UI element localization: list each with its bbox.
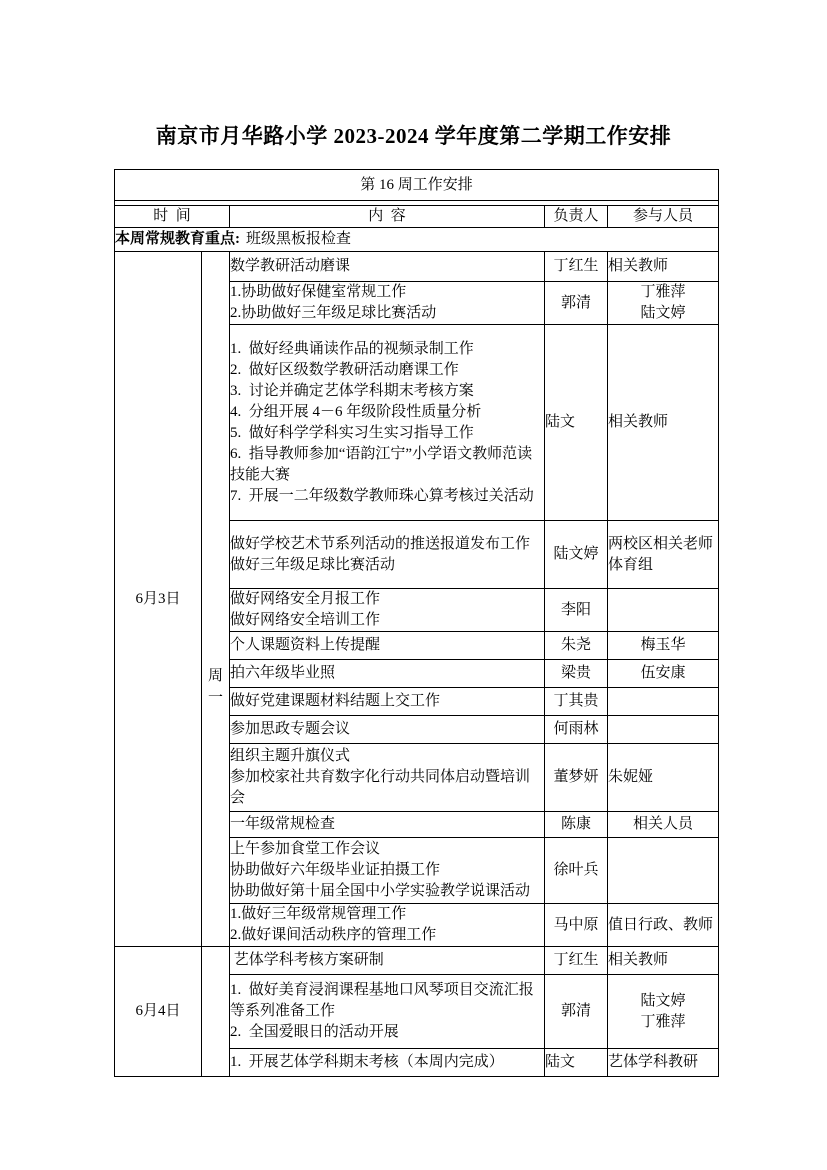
- leader-cell: 郭清: [545, 282, 608, 325]
- content-cell: [230, 325, 545, 521]
- content-line: 6. 指导教师参加“语韵江宁”小学语文教师范读技能大赛: [230, 445, 533, 483]
- content-line: 参加思政专题会议: [230, 721, 351, 737]
- content-line: 1. 做好经典诵读作品的视频录制工作: [230, 340, 474, 357]
- participant-line: 体育组: [608, 556, 654, 573]
- content-line: 组织主题升旗仪式: [230, 748, 351, 764]
- weekday-cell: [202, 947, 230, 1077]
- date-cell: 6月4日: [115, 947, 202, 1077]
- participants-cell: [608, 812, 719, 838]
- leader-cell: 陆文婷: [545, 521, 608, 589]
- content-cell: [230, 1049, 545, 1077]
- participants-cell: [608, 838, 719, 904]
- content-cell: [230, 632, 545, 660]
- content-line: 协助做好第十届全国中小学实验教学说课活动: [230, 883, 531, 899]
- weekday-char: 一: [207, 689, 223, 706]
- participants-cell: [608, 252, 719, 282]
- participants-cell: [608, 904, 719, 947]
- participants-cell: [608, 1049, 719, 1077]
- content-line: 个人课题资料上传提醒: [230, 637, 381, 653]
- participants-cell: [608, 744, 719, 812]
- weekly-focus-row: [115, 228, 719, 252]
- work-schedule-table: [114, 169, 719, 1077]
- content-cell: [230, 904, 545, 947]
- participant-line: 丁雅萍: [640, 284, 686, 300]
- content-line: 做好网络安全月报工作: [230, 591, 381, 607]
- participant-line: 两校区相关老师: [608, 535, 714, 552]
- leader-cell: 丁红生: [545, 252, 608, 282]
- content-line: 2. 做好区级数学教研活动磨课工作: [230, 361, 459, 378]
- participant-line: 相关教师: [608, 414, 669, 430]
- content-cell: [230, 975, 545, 1049]
- content-cell: [230, 744, 545, 812]
- table-row: [115, 252, 719, 282]
- content-cell: [230, 812, 545, 838]
- participants-cell: [608, 325, 719, 521]
- leader-cell: 陆文: [545, 1049, 608, 1077]
- document-title: 南京市月华路小学 2023-2024 学年度第二学期工作安排: [155, 124, 672, 148]
- content-line: 3. 讨论并确定艺体学科期末考核方案: [230, 382, 474, 399]
- content-cell: [230, 947, 545, 975]
- content-line: 做好网络安全培训工作: [230, 612, 381, 628]
- table-row: [115, 947, 719, 975]
- participant-line: 值日行政、教师: [608, 916, 714, 933]
- content-line: 做好学校艺术节系列活动的推送报道发布工作: [230, 535, 531, 552]
- participants-cell: [608, 688, 719, 716]
- leader-cell: 董梦妍: [545, 744, 608, 812]
- content-line: 一年级常规检查: [230, 816, 336, 832]
- content-cell: [230, 589, 545, 632]
- content-cell: [230, 660, 545, 688]
- content-line: 艺体学科考核方案研制: [230, 952, 384, 968]
- leader-cell: 徐叶兵: [545, 838, 608, 904]
- content-cell: [230, 716, 545, 744]
- participant-line: 艺体学科教研: [608, 1054, 699, 1070]
- column-header-row: [115, 206, 719, 228]
- participant-line: 陆文婷: [640, 992, 686, 1009]
- week-title-row: [115, 170, 719, 201]
- column-header-time: 时 间: [115, 206, 230, 228]
- leader-cell: 陆文: [545, 325, 608, 521]
- content-line: 上午参加食堂工作会议: [230, 841, 381, 857]
- participants-cell: [608, 632, 719, 660]
- content-line: 拍六年级毕业照: [230, 665, 336, 681]
- column-header-participants: 参与人员: [608, 206, 719, 228]
- week-title: 第 16 周工作安排: [115, 170, 719, 201]
- leader-cell: 何雨林: [545, 716, 608, 744]
- participants-cell: [608, 660, 719, 688]
- weekly-focus-label: 本周常规教育重点:: [115, 231, 240, 247]
- content-line: 协助做好六年级毕业证拍摄工作: [230, 862, 441, 878]
- content-line: 做好党建课题材料结题上交工作: [230, 693, 441, 709]
- participant-line: 相关教师: [608, 258, 669, 274]
- participant-line: 朱妮娅: [608, 769, 654, 785]
- participants-cell: [608, 975, 719, 1049]
- date-cell: 6月3日: [115, 252, 202, 947]
- leader-cell: 李阳: [545, 589, 608, 632]
- content-cell: [230, 688, 545, 716]
- leader-cell: 朱尧: [545, 632, 608, 660]
- participants-cell: [608, 521, 719, 589]
- weekly-focus-value: 班级黑板报检查: [246, 231, 352, 247]
- participants-cell: [608, 947, 719, 975]
- weekly-focus: [115, 228, 719, 252]
- participants-cell: [608, 589, 719, 632]
- content-line: 2. 全国爱眼日的活动开展: [230, 1024, 399, 1040]
- leader-cell: 丁红生: [545, 947, 608, 975]
- weekday-label: [202, 665, 229, 709]
- content-line: 数学教研活动磨课: [230, 258, 351, 274]
- participants-cell: [608, 716, 719, 744]
- leader-cell: 丁其贵: [545, 688, 608, 716]
- participant-line: 伍安康: [640, 665, 686, 681]
- weekday-cell: [202, 252, 230, 947]
- content-line: 1.协助做好保健室常规工作: [230, 284, 407, 300]
- content-line: 4. 分组开展 4－6 年级阶段性质量分析: [230, 403, 482, 420]
- leader-cell: 马中原: [545, 904, 608, 947]
- participant-line: 相关人员: [632, 816, 693, 832]
- weekday-char: 周: [207, 667, 223, 684]
- content-cell: [230, 521, 545, 589]
- content-cell: [230, 282, 545, 325]
- column-header-content: 内 容: [230, 206, 545, 228]
- content-line: 2.做好课间活动秩序的管理工作: [230, 927, 437, 943]
- content-line: 5. 做好科学学科实习生实习指导工作: [230, 424, 474, 441]
- leader-cell: 陈康: [545, 812, 608, 838]
- column-header-leader: 负责人: [545, 206, 608, 228]
- participant-line: 陆文婷: [640, 305, 686, 321]
- participant-line: 相关教师: [608, 952, 669, 968]
- participants-cell: [608, 282, 719, 325]
- content-line: 7. 开展一二年级数学教师珠心算考核过关活动: [230, 487, 534, 504]
- content-line: 1.做好三年级常规管理工作: [230, 906, 407, 922]
- content-line: 做好三年级足球比赛活动: [230, 556, 396, 573]
- participant-line: 梅玉华: [640, 637, 686, 653]
- content-cell: [230, 838, 545, 904]
- content-cell: [230, 252, 545, 282]
- leader-cell: 郭清: [545, 975, 608, 1049]
- content-line: 1. 做好美育浸润课程基地口风琴项目交流汇报等系列准备工作: [230, 982, 534, 1019]
- content-line: 2.协助做好三年级足球比赛活动: [230, 305, 437, 321]
- leader-cell: 梁贵: [545, 660, 608, 688]
- participant-line: 丁雅萍: [640, 1013, 686, 1030]
- content-line: 1. 开展艺体学科期末考核（本周内完成）: [230, 1054, 504, 1070]
- content-line: 参加校家社共育数字化行动共同体启动暨培训会: [230, 769, 531, 806]
